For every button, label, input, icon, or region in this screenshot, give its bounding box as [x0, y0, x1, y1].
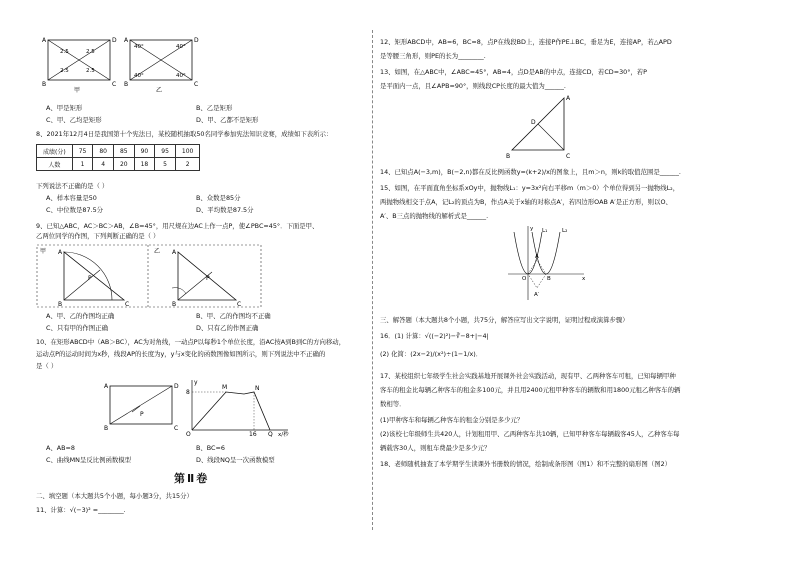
- rect1-label-a: A: [42, 37, 47, 44]
- q12-line-1: 12、矩形ABCD中，AB=6，BC=8，点P在线段BD上，连接P作PE⊥BC，垂足为E，连接AP，若△APD: [380, 38, 672, 46]
- q15-parabola-figure: [506, 224, 588, 304]
- q18-text: 18、老师随机抽查了本学期学生读课外书册数的情况，绘制成条形图（图1）和不完整的扇形图（图2）: [380, 460, 672, 468]
- rect1-label-c: C: [112, 81, 117, 88]
- table-cell: 2: [175, 158, 199, 171]
- rect1-caption: 甲: [74, 87, 81, 94]
- q15-label-l2: L₂: [562, 228, 568, 234]
- q9-option-b: B、甲、乙的作图均不正确: [196, 312, 271, 320]
- section-3-heading: 三、解答题（本大题共8个小题，共75分，解答应写出文字说明，证明过程或演算步骤）: [380, 316, 629, 324]
- rect2-angle-1: 40°: [134, 44, 144, 50]
- q10-graph-y: y: [194, 379, 198, 386]
- q13-label-c: C: [566, 153, 571, 160]
- q8-ask: 下列说法不正确的是（ ）: [36, 182, 109, 190]
- q15-line-3: A′、B三点的抛物线的解析式是______.: [380, 212, 489, 220]
- q13-label-b: B: [506, 153, 511, 160]
- table-cell: 95: [155, 145, 176, 158]
- section-2-heading: 二、填空题（本大题共5个小题，每小题3分，共15分）: [36, 492, 193, 500]
- table-cell: 85: [113, 145, 134, 158]
- table-cell: 4: [93, 158, 114, 171]
- q16-part-2: (2) 化简：(2x−2)/(x²)÷(1−1/x)．: [380, 350, 483, 358]
- rectangle-figure-jia: [42, 34, 122, 94]
- column-divider: [372, 30, 373, 530]
- rect1-label-d: D: [112, 37, 117, 44]
- table-row: [37, 158, 200, 171]
- table-cell: 80: [93, 145, 114, 158]
- q10-rect-b: B: [104, 425, 109, 432]
- rect2-angle-4: 40°: [176, 73, 186, 79]
- q9-jia-b: B: [58, 301, 63, 308]
- q14-text: 14、已知点A(−3,m)，B(−2,n)都在反比例函数y=(k+2)/x的图象上，且m＞n，则k的取值范围是______.: [380, 168, 681, 176]
- q9-jia-c: C: [125, 301, 130, 308]
- q13-line-2: 是平面内一点，且∠APB=90°，则线段CP长度的最大值为______.: [380, 82, 566, 90]
- q15-label-a: A: [535, 254, 539, 260]
- q10-stem-2: 运动点P的运动时间为x秒，线段AP的长度为y，y与x变化的函数图像如图所示，则下列说法中不正确的: [36, 350, 326, 358]
- q9-jia-caption: 甲: [40, 248, 47, 255]
- q11-text: 11、计算：√(−3)² =________.: [36, 506, 126, 514]
- q9-stem-1: 9、已知△ABC，AC＞BC＞AB，∠B=45°，用尺规在边AC上作一点P，使∠PBC=45°．下面是甲、: [36, 222, 319, 230]
- q17-line-2: 客车的租金比每辆乙种客车的租金多100元，并且用2400元租甲种客车的辆数和用1800元租乙种客车的辆: [380, 386, 681, 394]
- q10-option-a: A、AB=8: [46, 444, 75, 452]
- rect1-value-3: 2.5: [60, 68, 69, 74]
- q12-line-2: 是等腰三角形，则PE的长为________.: [380, 52, 486, 60]
- rect2-label-a: A: [124, 37, 129, 44]
- q15-label-b: B: [547, 276, 551, 282]
- q9-option-d: D、只有乙的作图正确: [196, 324, 259, 332]
- q8-score-table: [36, 144, 200, 171]
- rect1-value-1: 2.5: [60, 49, 69, 55]
- rect2-label-b: B: [124, 81, 129, 88]
- q15-line-2: 两抛物线相交于点A，记L₂的顶点为B，作点A关于x轴的对称点A′，若四边形OAB A′是正方形，则以O、: [380, 198, 672, 206]
- q8-option-d: D、平均数是87.5分: [196, 206, 254, 214]
- q9-figures-box: [36, 244, 262, 308]
- table-cell: 75: [72, 145, 93, 158]
- q13-label-d: D: [531, 119, 536, 126]
- q10-graph-m: M: [222, 384, 228, 391]
- table-cell: 90: [134, 145, 155, 158]
- table-cell: 成绩(分): [37, 145, 73, 158]
- q10-option-d: D、线段NQ呈一次函数模型: [196, 456, 275, 464]
- rect2-angle-3: 40°: [134, 73, 144, 79]
- q10-graph-x: x/秒: [278, 432, 289, 438]
- q9-option-a: A、甲、乙的作图均正确: [46, 312, 115, 320]
- q10-rect-p: P: [140, 411, 144, 418]
- q15-line-1: 15、如图，在平面直角坐标系xOy中，抛物线L₁：y=3x²向右平移m（m＞0）个单位得到另一抛物线L₂，: [380, 184, 680, 192]
- q17-line-1: 17、某校组织七年级学生社会实践基地开展课外社会实践活动，现有甲、乙两种客车可租，已知每辆甲种: [380, 372, 676, 380]
- q16-part-1: 16．(1) 计算：√((−2)²)−∛−8+|−4|: [380, 332, 489, 340]
- q8-stem: 8、2021年12月4日是我国第十个宪法日，某校随机抽取50名同学参加宪法知识竞赛，成绩如下表所示：: [36, 130, 333, 138]
- part-2-title: 第Ⅱ卷: [174, 472, 210, 485]
- table-cell: 5: [155, 158, 176, 171]
- q10-graph-n: N: [255, 385, 260, 392]
- table-cell: 1: [72, 158, 93, 171]
- q15-label-o: O: [522, 276, 527, 282]
- q10-rect-a: A: [104, 383, 109, 390]
- q8-option-c: C、中位数是87.5分: [46, 206, 104, 214]
- q9-yi-caption: 乙: [154, 248, 161, 255]
- q13-label-a: A: [566, 95, 571, 102]
- q7-option-d: D、甲、乙都不是矩形: [196, 116, 259, 124]
- q9-option-c: C、只有甲的作图正确: [46, 324, 108, 332]
- q9-yi-a: A: [172, 249, 177, 256]
- q9-yi-p: P: [206, 275, 210, 282]
- q15-label-y: y: [530, 226, 534, 232]
- q10-function-graph: [184, 378, 294, 436]
- rect2-label-d: D: [194, 37, 199, 44]
- q10-rectangle-figure: [104, 382, 184, 432]
- q17-question-1: (1)甲种客车和每辆乙种客车的租金分别是多少元？: [380, 416, 524, 424]
- q13-triangle-figure: [504, 92, 584, 162]
- q10-rect-d: D: [174, 383, 179, 390]
- q10-stem-1: 10、在矩形ABCD中（AB＞BC），AC为对角线，一动点P以每秒1个单位长度，沿AC按A到B到C的方向移动，: [36, 338, 346, 346]
- q15-label-l1: L₁: [542, 228, 548, 234]
- table-row: [37, 145, 200, 158]
- q9-yi-b: B: [172, 301, 177, 308]
- rect1-value-4: 2.5: [86, 68, 95, 74]
- q17-question-2-line-1: (2)该校七年级师生共420人，计划租用甲、乙两种客车共10辆，已知甲种客车每辆载客45人，乙种客车每: [380, 430, 680, 438]
- q10-graph-x-tick: 16: [249, 431, 257, 438]
- q8-option-a: A、样本容量是50: [46, 194, 97, 202]
- table-cell: 18: [134, 158, 155, 171]
- q10-graph-y-tick: 8: [186, 389, 190, 396]
- rect2-caption: 乙: [156, 87, 163, 94]
- rectangle-figure-yi: [124, 34, 204, 94]
- q9-yi-c: C: [237, 301, 242, 308]
- q13-line-1: 13、如图，在△ABC中，∠ABC=45°，AB=4，点D是AB的中点，连接CD，若CD=30°，若P: [380, 68, 648, 76]
- q7-option-c: C、甲、乙均是矩形: [46, 116, 102, 124]
- table-cell: 100: [175, 145, 199, 158]
- q15-label-a-prime: A′: [534, 292, 540, 298]
- rect2-label-c: C: [194, 81, 199, 88]
- q7-option-b: B、乙是矩形: [196, 104, 233, 112]
- rect1-value-2: 2.5: [86, 49, 95, 55]
- q10-option-c: C、曲线MN呈反比例函数模型: [46, 456, 132, 464]
- q10-rect-c: C: [174, 425, 179, 432]
- q10-stem-3: 是（ ）: [36, 362, 58, 370]
- table-cell: 人数: [37, 158, 73, 171]
- q9-jia-a: A: [58, 249, 63, 256]
- q9-stem-2: 乙两位同学的作图，下列判断正确的是（ ）: [36, 232, 160, 240]
- q10-graph-q: Q: [268, 431, 273, 438]
- table-cell: 20: [113, 158, 134, 171]
- q7-option-a: A、甲是矩形: [46, 104, 83, 112]
- q9-jia-p: P: [88, 275, 92, 282]
- q10-option-b: B、BC=6: [196, 444, 225, 452]
- q8-option-b: B、众数是85分: [196, 194, 241, 202]
- q15-label-x: x: [582, 276, 586, 282]
- q17-line-3: 数相等．: [380, 400, 406, 408]
- rect1-label-b: B: [42, 81, 47, 88]
- q17-question-2-line-2: 辆载客30人，则租车费最少是多少元？: [380, 444, 491, 452]
- q10-graph-o: O: [186, 431, 191, 438]
- rect2-angle-2: 40°: [176, 44, 186, 50]
